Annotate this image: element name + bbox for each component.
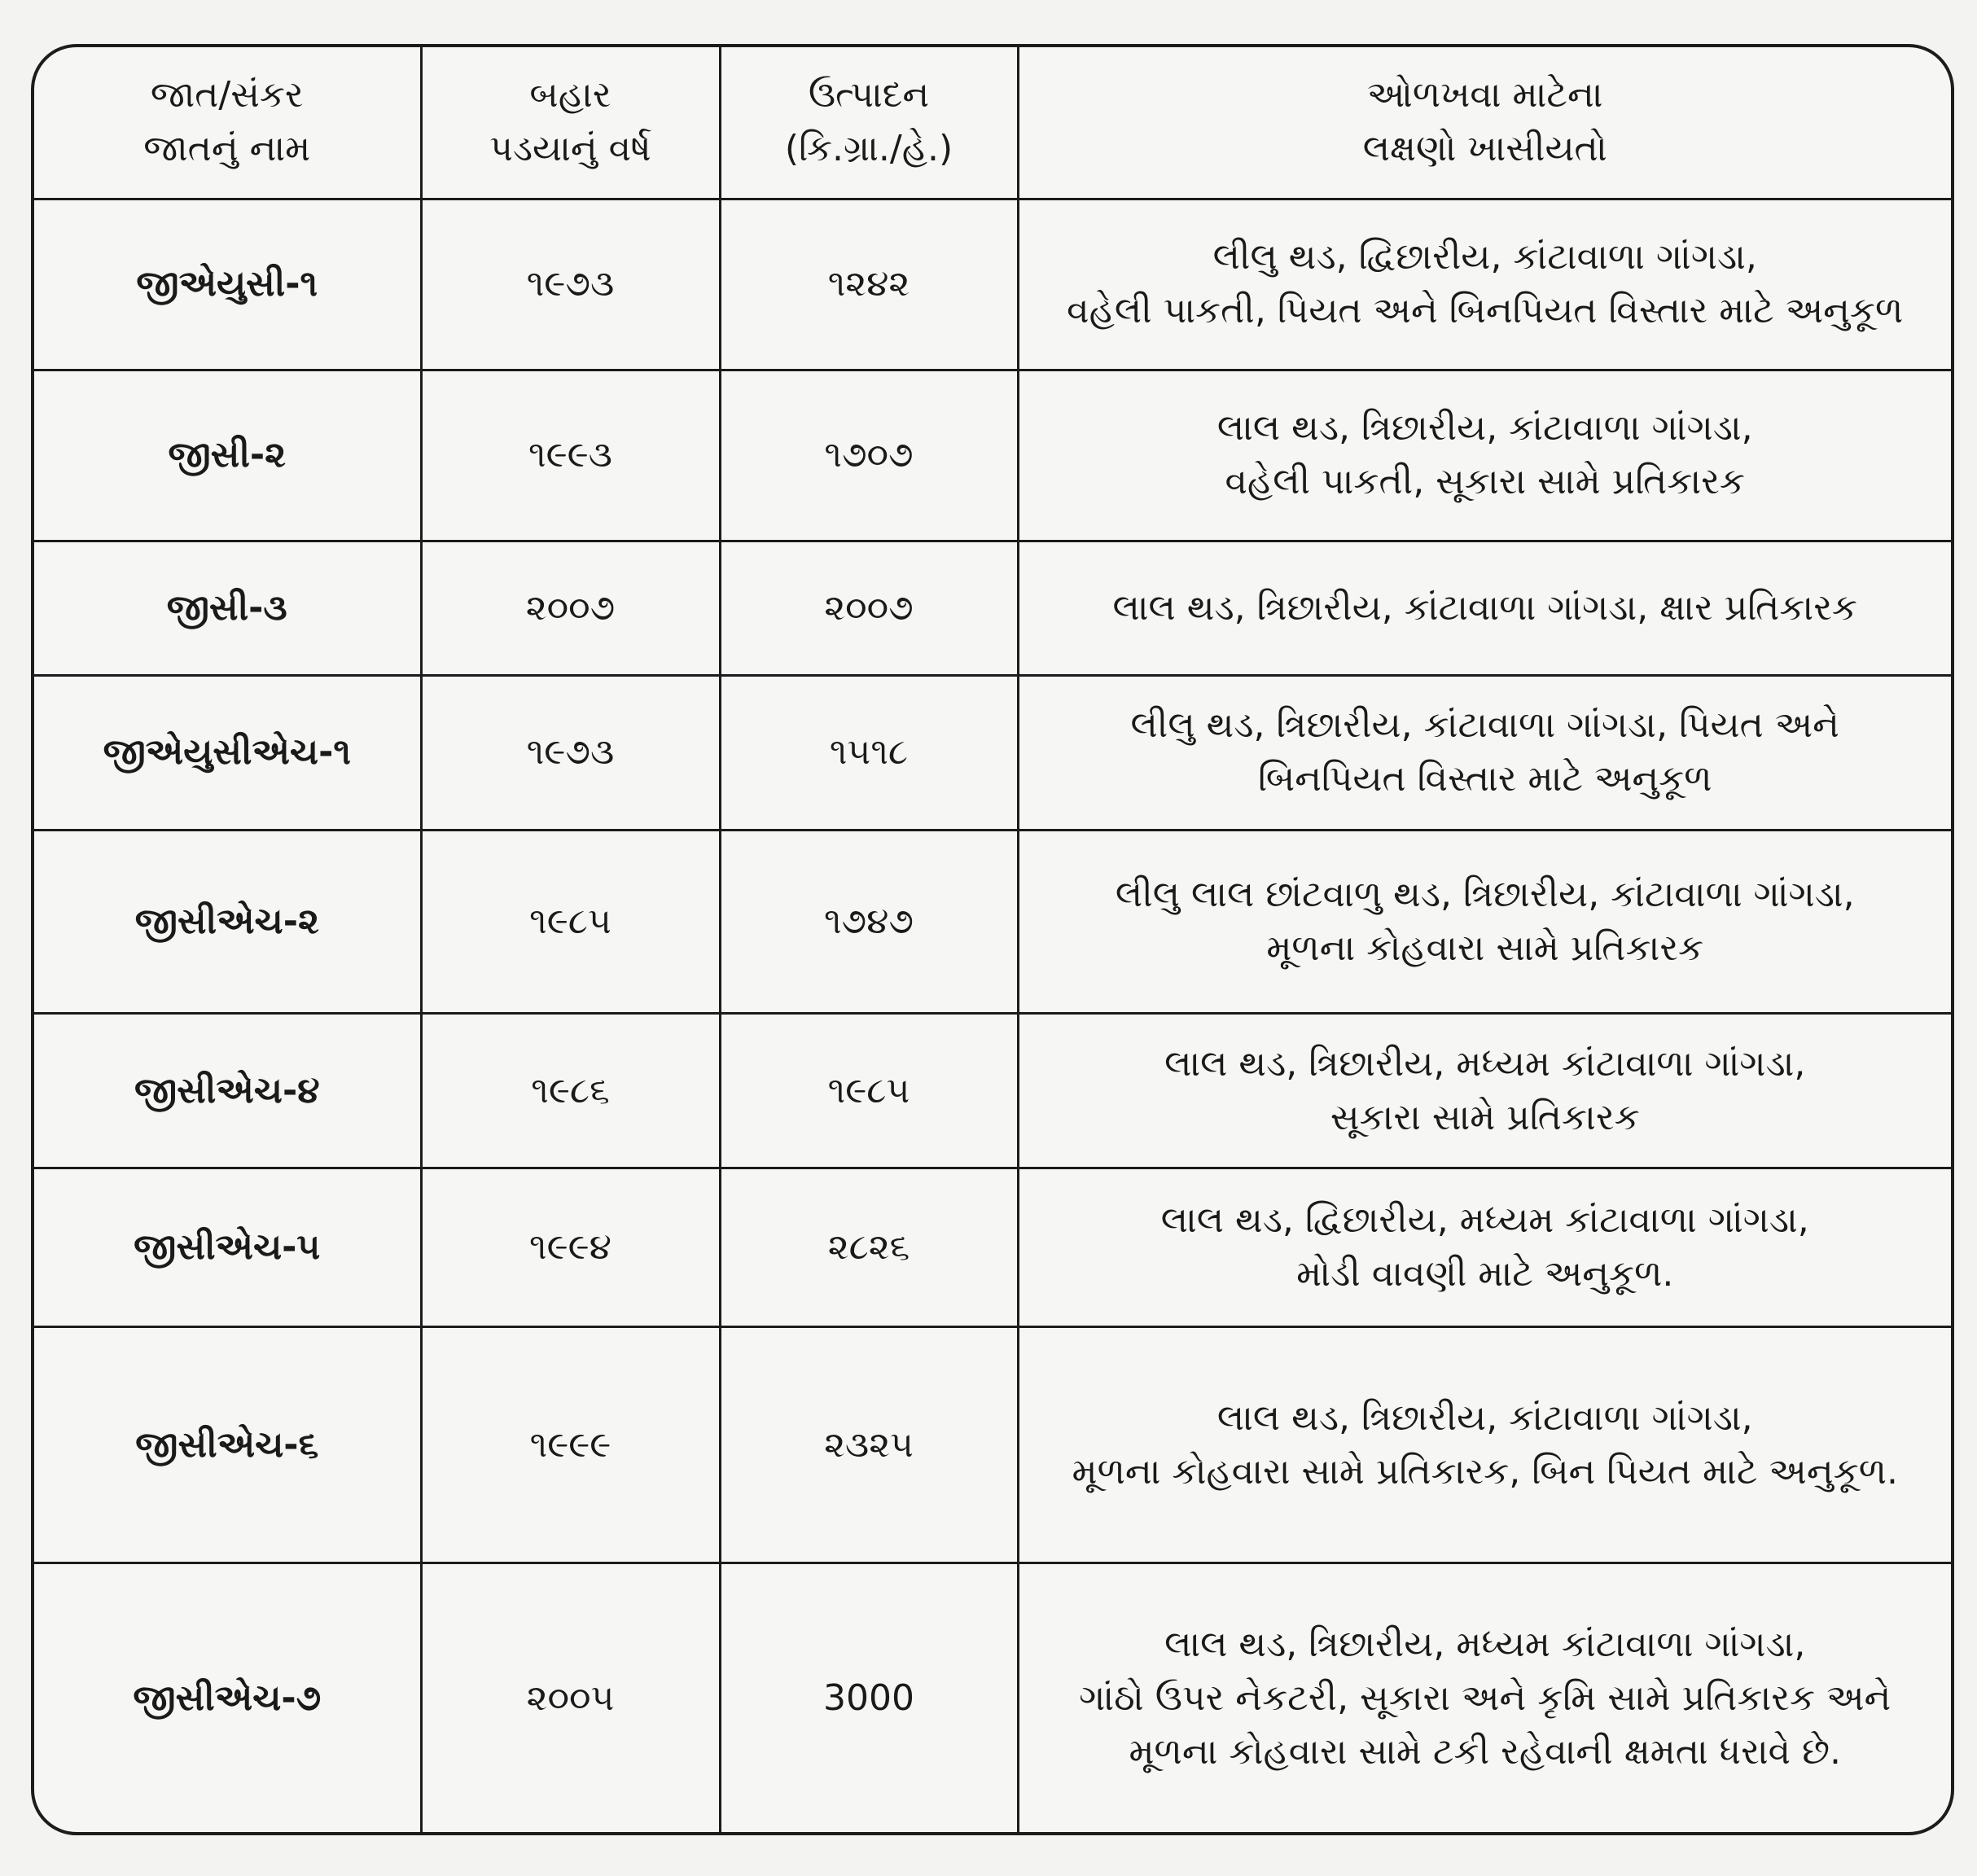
header-line: બહાર	[529, 74, 612, 116]
variety-name-cell: જીએયુસી-૧	[34, 199, 421, 370]
traits-cell	[1018, 370, 1951, 541]
header-line: લક્ષણો ખાસીયતો	[1362, 128, 1607, 170]
table-row	[34, 370, 1951, 541]
header-line: (કિ.ગ્રા./હે.)	[784, 128, 953, 170]
traits-cell	[1018, 199, 1951, 370]
header-line: ઉત્પાદન	[808, 74, 930, 116]
variety-name-cell: જીસી-૨	[34, 370, 421, 541]
table-row	[34, 1168, 1951, 1327]
header-release-year	[421, 47, 720, 199]
table-row	[34, 1327, 1951, 1563]
traits-line: લાલ થડ, ત્રિછારીય, કાંટાવાળા ગાંગડા, ક્ષાર પ્રતિકારક	[1112, 586, 1858, 629]
yield-cell: ૧૭૦૭	[720, 370, 1018, 541]
release-year-cell: ૧૯૯૪	[421, 1168, 720, 1327]
table-row	[34, 675, 1951, 830]
traits-line: લીલુ થડ, દ્વિછારીય, કાંટાવાળા ગાંગડા,	[1212, 236, 1757, 278]
traits-line: લાલ થડ, દ્વિછારીય, મધ્યમ કાંટાવાળા ગાંગડા,	[1160, 1199, 1809, 1242]
header-line: જાત/સંકર	[150, 74, 304, 116]
traits-line: સૂકારા સામે પ્રતિકારક	[1330, 1096, 1640, 1138]
traits-line: મૂળના કોહવારા સામે પ્રતિકારક, બિન પિયત માટે અનુકૂળ.	[1072, 1450, 1898, 1492]
traits-line: મૂળના કોહવારા સામે ટકી રહેવાની ક્ષમતા ધરાવે છે.	[1129, 1730, 1842, 1773]
variety-name-cell: જીસીએચ-૫	[34, 1168, 421, 1327]
traits-line: વહેલી પાકતી, પિયત અને બિનપિયત વિસ્તાર માટે અનુકૂળ	[1067, 290, 1904, 332]
header-traits	[1018, 47, 1951, 199]
release-year-cell: ૧૯૭૩	[421, 199, 720, 370]
yield-cell: ૨૦૦૭	[720, 541, 1018, 675]
variety-name-cell: જીસીએચ-૭	[34, 1563, 421, 1832]
release-year-cell: ૧૯૯૩	[421, 370, 720, 541]
release-year-cell: ૨૦૦૭	[421, 541, 720, 675]
header-line: પડયાનું વર્ષ	[489, 128, 651, 170]
varieties-table-frame	[31, 44, 1954, 1835]
traits-line: લાલ થડ, ત્રિછારીય, મધ્યમ કાંટાવાળા ગાંગડા,	[1164, 1042, 1806, 1085]
yield-cell: ૨૮૨૬	[720, 1168, 1018, 1327]
release-year-cell: ૧૯૮૬	[421, 1014, 720, 1168]
traits-line: લાલ થડ, ત્રિછારીય, કાંટાવાળા ગાંગડા,	[1216, 1396, 1753, 1439]
release-year-cell: ૧૯૯૯	[421, 1327, 720, 1563]
table-row	[34, 541, 1951, 675]
traits-line: લીલુ થડ, ત્રિછારીય, કાંટાવાળા ગાંગડા, પિયત અને	[1130, 704, 1839, 747]
traits-line: ગાંઠો ઉપર નેકટરી, સૂકારા અને કૃમિ સામે પ્રતિકારક અને	[1079, 1677, 1892, 1719]
traits-line: લાલ થડ, ત્રિછારીય, મધ્યમ કાંટાવાળા ગાંગડા,	[1164, 1623, 1806, 1665]
variety-name-cell: જીસીએચ-૬	[34, 1327, 421, 1563]
variety-name-cell: જીએયુસીએચ-૧	[34, 675, 421, 830]
castor-varieties-table	[34, 47, 1951, 1832]
yield-cell: ૧૨૪૨	[720, 199, 1018, 370]
traits-cell	[1018, 1168, 1951, 1327]
header-line: જાતનું નામ	[143, 128, 311, 170]
traits-cell	[1018, 830, 1951, 1013]
release-year-cell: ૧૯૮૫	[421, 830, 720, 1013]
table-row	[34, 199, 1951, 370]
traits-cell	[1018, 675, 1951, 830]
traits-line: બિનપિયત વિસ્તાર માટે અનુકૂળ	[1257, 758, 1712, 800]
release-year-cell: ૨૦૦૫	[421, 1563, 720, 1832]
header-variety-name	[34, 47, 421, 199]
yield-cell: ૧૫૧૮	[720, 675, 1018, 830]
table-row	[34, 1563, 1951, 1832]
header-row	[34, 47, 1951, 199]
table-row	[34, 830, 1951, 1013]
traits-cell	[1018, 1563, 1951, 1832]
variety-name-cell: જીસીએચ-૪	[34, 1014, 421, 1168]
traits-line: મોડી વાવણી માટે અનુકૂળ.	[1296, 1253, 1674, 1295]
yield-cell: 3000	[720, 1563, 1018, 1832]
traits-cell	[1018, 541, 1951, 675]
yield-cell: ૨૩૨૫	[720, 1327, 1018, 1563]
table-row	[34, 1014, 1951, 1168]
header-yield	[720, 47, 1018, 199]
yield-cell: ૧૯૮૫	[720, 1014, 1018, 1168]
traits-line: મૂળના કોહવારા સામે પ્રતિકારક	[1266, 927, 1704, 969]
release-year-cell: ૧૯૭૩	[421, 675, 720, 830]
traits-line: લીલુ લાલ છાંટવાળુ થડ, ત્રિછારીય, કાંટાવાળા ગાંગડા,	[1115, 873, 1855, 915]
traits-cell	[1018, 1014, 1951, 1168]
variety-name-cell: જીસીએચ-૨	[34, 830, 421, 1013]
traits-cell	[1018, 1327, 1951, 1563]
traits-line: લાલ થડ, ત્રિછારીય, કાંટાવાળા ગાંગડા,	[1216, 407, 1753, 449]
header-line: ઓળખવા માટેના	[1366, 74, 1603, 116]
variety-name-cell: જીસી-૩	[34, 541, 421, 675]
traits-line: વહેલી પાકતી, સૂકારા સામે પ્રતિકારક	[1225, 461, 1745, 503]
yield-cell: ૧૭૪૭	[720, 830, 1018, 1013]
